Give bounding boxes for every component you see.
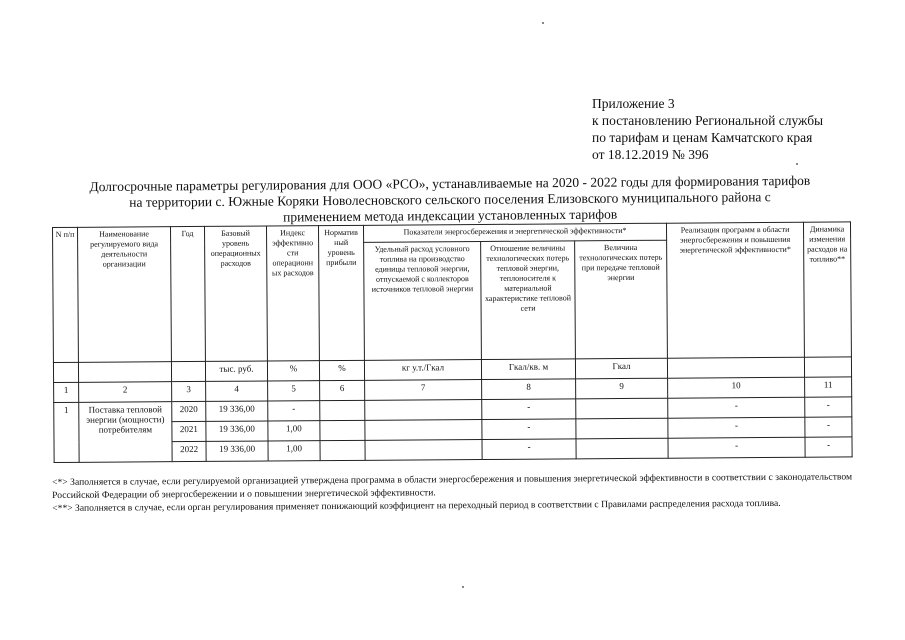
header-num: N п/п	[53, 227, 79, 362]
column-number: 2	[79, 382, 172, 403]
column-number: 4	[206, 381, 268, 401]
header-org: Наименование регулируемого вида деятельности организации	[78, 227, 172, 363]
unit-cell: %	[267, 361, 319, 381]
unit-cell: кг у.т./Гкал	[364, 360, 481, 381]
table-cell-loss-ratio: -	[482, 399, 576, 420]
table-cell-loss-ratio: -	[482, 419, 576, 440]
table-cell-index: -	[268, 401, 320, 421]
table-cell-year: 2020	[172, 401, 206, 421]
appendix-line: по тарифам и ценам Камчатского края	[592, 130, 813, 145]
table-cell-base: 19 336,00	[206, 421, 268, 441]
column-number: 1	[54, 382, 79, 402]
table-cell-fuel	[365, 420, 482, 441]
column-number: 5	[268, 381, 320, 401]
table-cell-index: 1,00	[268, 421, 320, 441]
appendix-line: к постановлению Региональной службы	[592, 113, 824, 128]
parameters-table	[52, 221, 853, 463]
scan-speck	[796, 163, 798, 165]
footnote-1: <*> Заполняется в случае, если регулируемой организацией утверждена программа в области энергосбережения и повышения энергетической эффективности в соответствии с законодательством Российской Федерации об энергосбережении и о повышении энергетической эффективности.	[52, 471, 853, 501]
unit-cell: тыс. руб.	[205, 361, 267, 381]
table-cell-dynamics: -	[805, 437, 852, 457]
document-title	[20, 172, 880, 228]
appendix-block	[592, 95, 892, 163]
footnote-2: <**> Заполняется в случае, если орган регулирования применяет понижающий коэффициент на переходный период в соответствии с Правилами распределения расхода топлива.	[52, 497, 781, 514]
table-cell-norm	[320, 400, 365, 420]
header-loss-ratio: Отношение величины технологических потерь тепловой энергии, теплоносителя к материальной характеристике тепловой сети	[481, 241, 576, 360]
table-cell-loss-value	[576, 398, 668, 419]
table-cell-base: 19 336,00	[206, 401, 268, 421]
table-cell-programs: -	[668, 397, 805, 418]
title-line: на территории с. Южные Коряки Новолесновского сельского поселения Елизовского муниципального района с	[129, 189, 771, 210]
title-line: Долгосрочные параметры регулирования для ООО «РСО», устанавливаемые на 2020 - 2022 годы для формирования тарифов	[89, 172, 811, 195]
header-energy-group: Показатели энергосбережения и энергетической эффективности*	[363, 223, 666, 242]
table-cell-dynamics: -	[805, 397, 852, 417]
table-cell-base: 19 336,00	[206, 441, 268, 461]
table-cell-programs: -	[668, 437, 805, 458]
scan-speck	[542, 22, 544, 24]
table-cell-fuel	[365, 440, 482, 461]
table-cell-year: 2022	[172, 441, 206, 461]
column-number: 9	[576, 378, 668, 399]
column-number: 7	[365, 380, 482, 401]
appendix-date: от 18.12.2019 № 396	[592, 147, 709, 162]
unit-cell: Гкал	[575, 358, 667, 379]
header-base: Базовый уровень операционных расходов	[204, 226, 267, 361]
table-cell-fuel	[365, 400, 482, 421]
column-number: 8	[482, 379, 576, 400]
table-cell-index: 1,00	[268, 441, 320, 461]
table-cell-loss-value	[576, 438, 668, 459]
header-dynamics: Динамика изменения расходов на топливо**	[804, 222, 852, 357]
scan-speck	[462, 586, 464, 588]
header-norm: Норматив ный уровень прибыли	[318, 225, 364, 360]
table-cell-dynamics: -	[805, 417, 852, 437]
table-cell-norm	[320, 420, 365, 440]
title-line: применением метода индексации установленных тарифов	[282, 206, 618, 225]
header-index: Индекс эффективно сти операционн ых расходов	[266, 226, 319, 361]
table-cell-loss-ratio: -	[482, 439, 576, 460]
header-loss-value: Величина технологических потерь при передаче тепловой энергии	[575, 240, 668, 359]
table-cell-year: 2021	[172, 421, 206, 441]
unit-cell: Гкал/кв. м	[481, 359, 575, 380]
row-activity-name: Поставка тепловой энергии (мощности) потребителям	[79, 402, 172, 463]
appendix-title: Приложение 3	[592, 96, 675, 111]
header-programs: Реализация программ в области энергосбережения и повышения энергетической эффективности*	[667, 222, 805, 358]
column-number: 3	[172, 381, 206, 401]
column-number: 11	[805, 377, 852, 397]
table-cell-loss-value	[576, 418, 668, 439]
header-year: Год	[171, 226, 206, 361]
table-cell-norm	[320, 440, 365, 460]
header-fuel: Удельный расход условного топлива на производство единицы тепловой энергии, отпускаемой с коллекторов источников тепловой энергии	[364, 242, 482, 361]
column-number: 6	[320, 380, 365, 400]
footnotes	[52, 470, 852, 515]
unit-cell: %	[319, 360, 364, 380]
row-number: 1	[54, 402, 79, 462]
table-cell-programs: -	[668, 417, 805, 438]
column-number: 10	[668, 377, 805, 398]
